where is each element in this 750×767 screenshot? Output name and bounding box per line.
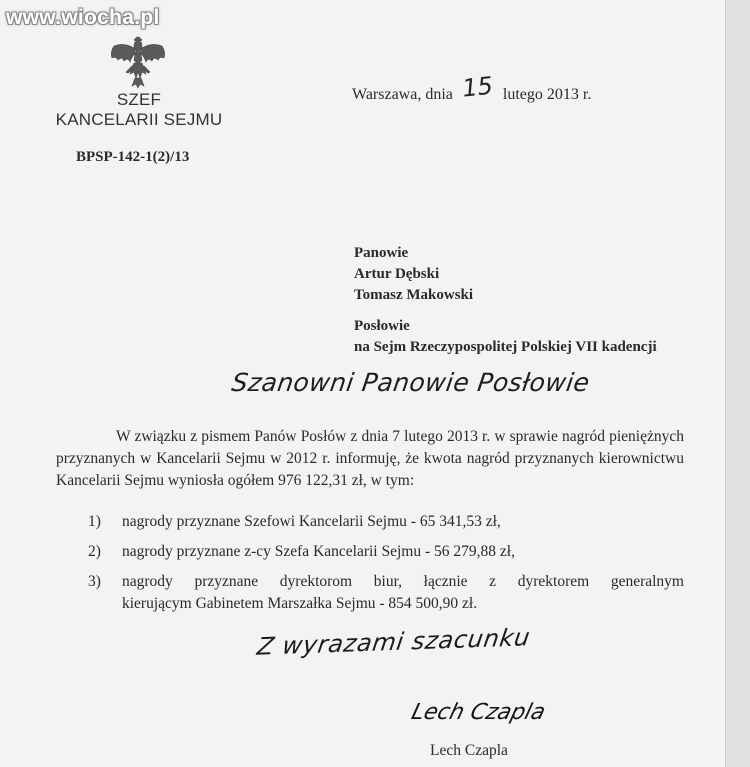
list-item-number: 2): [88, 543, 101, 560]
addressee-line: na Sejm Rzeczypospolitej Polskiej VII kadencji: [354, 339, 657, 355]
scan-margin: [726, 0, 750, 767]
date-prefix: Warszawa, dnia: [352, 86, 453, 103]
list-item: [88, 541, 684, 563]
signer-name: Lech Czapla: [430, 742, 508, 759]
list-item-number: 3): [88, 573, 101, 590]
handwritten-salutation: Szanowni Panowie Posłowie: [229, 368, 592, 397]
issuer-office: KANCELARII SEJMU: [55, 110, 223, 129]
eagle-emblem-icon: [106, 36, 170, 90]
date-line: [352, 71, 592, 105]
addressee-line: Panowie: [354, 245, 409, 261]
handwritten-signature: Lech Czapla: [408, 700, 548, 725]
body-paragraph: [56, 426, 684, 492]
list-item: [88, 571, 684, 615]
date-day-handwritten: 15: [460, 71, 495, 103]
body-paragraph-text: W związku z pismem Panów Posłów z dnia 7 lutego 2013 r. w sprawie nagród pieniężnych przyznanych w Kancelarii Sejmu w 2012 r. informuję, że kwota nagród przyznanych kierownictwu Kancelarii Sejmu wyniosła ogółem 976 122,31 zł, w tym:: [56, 428, 684, 489]
reference-number: BPSP-142-1(2)/13: [76, 149, 190, 165]
handwritten-closing: Z wyrazami szacunku: [255, 623, 533, 661]
site-watermark: www.wiocha.pl: [6, 6, 160, 29]
addressee-line: Artur Dębski: [354, 266, 440, 282]
awards-list: [88, 511, 684, 623]
addressee-line: Posłowie: [354, 318, 410, 334]
list-item-number: 1): [88, 513, 101, 530]
list-item: [88, 511, 684, 533]
issuer-block: [26, 90, 252, 130]
list-item-text: kierującym Gabinetem Marszałka Sejmu - 854 500,90 zł.: [122, 595, 478, 612]
list-item-text: nagrody przyznane dyrektorom biur, łącznie z dyrektorem generalnym: [122, 573, 684, 590]
date-suffix: lutego 2013 r.: [502, 86, 592, 103]
list-item-text: nagrody przyznane z-cy Szefa Kancelarii Sejmu - 56 279,88 zł,: [122, 543, 515, 560]
list-item-text: nagrody przyznane Szefowi Kancelarii Sejmu - 65 341,53 zł,: [122, 513, 501, 530]
addressee-line: Tomasz Makowski: [354, 287, 474, 303]
addressee-block: [354, 243, 657, 358]
issuer-title: SZEF: [116, 90, 162, 109]
